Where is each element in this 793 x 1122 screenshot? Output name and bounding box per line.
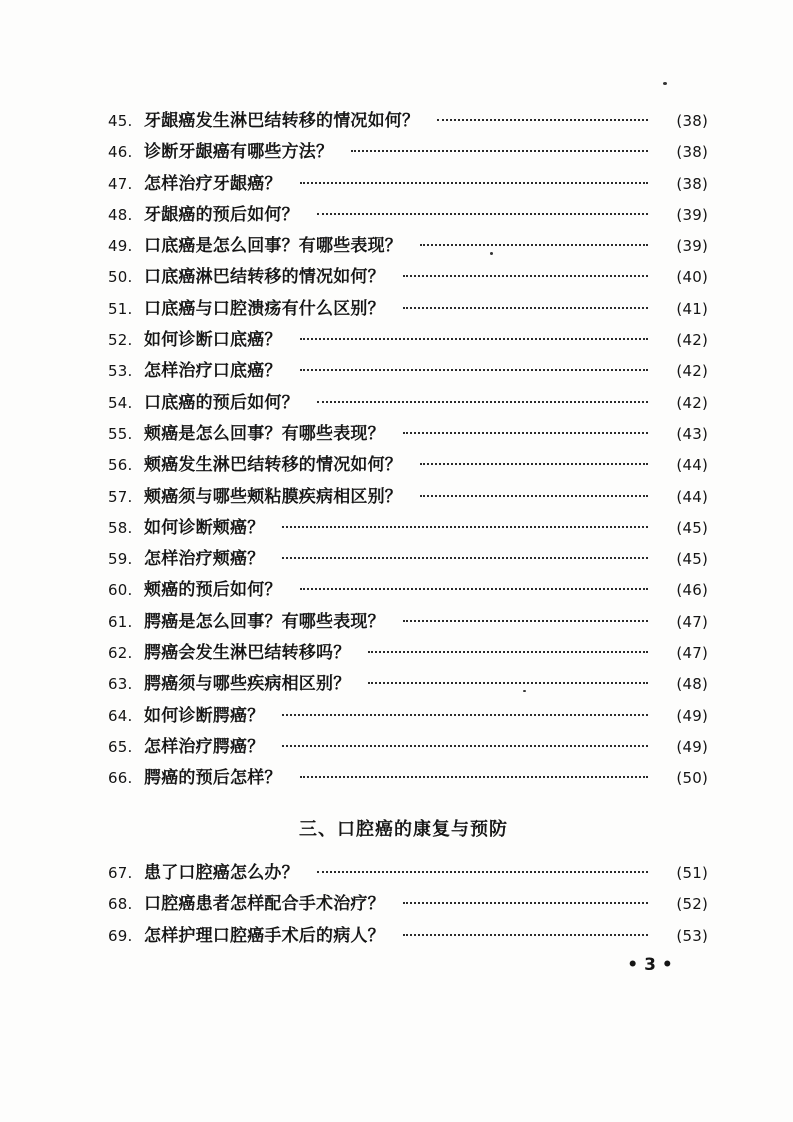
toc-entry: [108, 669, 708, 700]
dot-leader: [282, 526, 648, 528]
dot-leader: [403, 620, 648, 622]
toc-entry-number: 47.: [108, 174, 133, 193]
toc-entry-page: (42): [676, 331, 708, 350]
toc-entry-title: 腭癌须与哪些疾病相区别？: [144, 674, 351, 695]
toc-entry-title: 颊癌发生淋巴结转移的情况如何？: [144, 455, 402, 476]
toc-entry: [108, 575, 708, 606]
toc-entry-page: (52): [676, 895, 708, 914]
toc-entry: [108, 169, 708, 200]
toc-entry-title: 如何诊断腭癌？: [144, 705, 265, 726]
toc-entry-page: (46): [676, 581, 708, 600]
toc-entry-number: 67.: [108, 864, 133, 882]
dot-leader: [300, 182, 648, 184]
dot-leader: [420, 495, 648, 497]
toc-entry-page: (45): [676, 550, 708, 569]
toc-entry: [108, 482, 708, 513]
toc-entry-number: 49.: [108, 237, 133, 256]
toc-entry: [108, 231, 708, 262]
dot-leader: [403, 275, 648, 277]
toc-entry-title: 口腔癌患者怎样配合手术治疗？: [144, 894, 385, 915]
dot-leader: [317, 213, 648, 215]
toc-entry: [108, 763, 708, 794]
toc-entry-title: 口底癌与口腔溃疡有什么区别？: [144, 298, 385, 319]
toc-entry-page: (41): [676, 299, 708, 318]
toc-entry-page: (38): [676, 174, 708, 193]
dot-leader: [403, 902, 648, 904]
toc-entry-page: (39): [676, 205, 708, 224]
toc-entry-number: 63.: [108, 675, 133, 694]
toc-entry-page: (50): [676, 769, 708, 788]
dot-leader: [300, 369, 648, 371]
toc-entry-number: 62.: [108, 644, 133, 663]
toc-entry-number: 53.: [108, 362, 133, 381]
toc-entry: [108, 388, 708, 419]
toc-entry-number: 55.: [108, 424, 133, 443]
dot-leader: [282, 714, 648, 716]
toc-entry-title: 诊断牙龈癌有哪些方法？: [144, 142, 334, 163]
toc-entry-title: 腭癌的预后怎样？: [144, 768, 282, 789]
dot-leader: [403, 432, 648, 434]
toc-entry: [108, 262, 708, 293]
toc-entry: [108, 921, 708, 952]
dot-leader: [420, 244, 648, 246]
dot-leader: [300, 776, 648, 778]
toc-entry: [108, 638, 708, 669]
dot-leader: [420, 463, 648, 465]
dot-leader: [368, 682, 648, 684]
toc-entry-page: (49): [676, 706, 708, 725]
toc-entry: [108, 544, 708, 575]
dot-leader: [368, 651, 648, 653]
toc-entry: [108, 137, 708, 168]
table-of-contents: [108, 106, 708, 795]
toc-entry-title: 颊癌是怎么回事？有哪些表现？: [144, 423, 385, 444]
dot-leader: [403, 934, 648, 936]
dot-leader: [437, 119, 648, 121]
toc-entry-page: (43): [676, 424, 708, 443]
toc-entry-page: (47): [676, 612, 708, 631]
toc-entry-title: 患了口腔癌怎么办？: [144, 863, 299, 883]
dot-leader: [300, 338, 648, 340]
table-of-contents-section-3: [108, 858, 708, 952]
dot-leader: [282, 557, 648, 559]
toc-entry-number: 52.: [108, 331, 133, 350]
toc-entry-number: 56.: [108, 456, 133, 475]
toc-entry-page: (44): [676, 456, 708, 475]
toc-entry-number: 45.: [108, 112, 133, 130]
toc-entry-number: 61.: [108, 612, 133, 631]
toc-entry-number: 50.: [108, 268, 133, 287]
toc-entry-title: 牙龈癌的预后如何？: [144, 204, 299, 225]
toc-entry-number: 58.: [108, 518, 133, 537]
dot-leader: [317, 401, 648, 403]
toc-entry: [108, 450, 708, 481]
toc-entry: [108, 513, 708, 544]
toc-entry: [108, 889, 708, 920]
toc-entry-number: 59.: [108, 550, 133, 569]
page-number: • 3 •: [627, 955, 673, 975]
toc-entry: [108, 325, 708, 356]
toc-entry-title: 腭癌会发生淋巴结转移吗？: [144, 643, 351, 664]
toc-entry-title: 口底癌的预后如何？: [144, 392, 299, 413]
dot-leader: [351, 150, 648, 152]
toc-entry-title: 怎样治疗颊癌？: [144, 549, 265, 570]
toc-entry: [108, 106, 708, 137]
toc-entry: [108, 732, 708, 763]
toc-entry-title: 如何诊断颊癌？: [144, 517, 265, 538]
toc-entry-title: 如何诊断口底癌？: [144, 330, 282, 351]
toc-entry: [108, 200, 708, 231]
toc-entry-title: 怎样治疗牙龈癌？: [144, 173, 282, 194]
toc-entry-number: 46.: [108, 143, 133, 162]
toc-entry: [108, 858, 708, 889]
dot-leader: [282, 745, 648, 747]
toc-entry-title: 口底癌淋巴结转移的情况如何？: [144, 267, 385, 288]
toc-entry-page: (53): [676, 926, 708, 945]
toc-entry-number: 51.: [108, 299, 133, 318]
toc-entry-page: (38): [676, 143, 708, 162]
toc-entry-page: (42): [676, 393, 708, 412]
dot-leader: [317, 871, 648, 873]
toc-entry-number: 68.: [108, 895, 133, 914]
toc-entry-title: 口底癌是怎么回事？有哪些表现？: [144, 236, 402, 257]
toc-entry-number: 57.: [108, 487, 133, 506]
toc-entry-number: 54.: [108, 393, 133, 412]
toc-entry-number: 69.: [108, 926, 133, 945]
toc-entry-title: 颊癌的预后如何？: [144, 580, 282, 601]
toc-entry-number: 60.: [108, 581, 133, 600]
toc-entry-page: (47): [676, 644, 708, 663]
toc-entry-title: 怎样治疗口底癌？: [144, 361, 282, 382]
toc-entry-page: (42): [676, 362, 708, 381]
toc-entry-page: (39): [676, 237, 708, 256]
toc-entry-page: (45): [676, 518, 708, 537]
dot-leader: [300, 588, 648, 590]
toc-entry-title: 颊癌须与哪些颊粘膜疾病相区别？: [144, 486, 402, 507]
toc-entry-page: (38): [676, 112, 708, 130]
toc-entry: [108, 701, 708, 732]
section-heading: 三、口腔癌的康复与预防: [299, 819, 508, 840]
toc-entry-page: (48): [676, 675, 708, 694]
toc-entry-page: (51): [676, 864, 708, 882]
toc-entry-title: 怎样护理口腔癌手术后的病人？: [144, 925, 385, 946]
toc-entry: [108, 294, 708, 325]
toc-entry-title: 怎样治疗腭癌？: [144, 736, 265, 757]
dot-leader: [403, 307, 648, 309]
toc-entry: [108, 356, 708, 387]
toc-entry-number: 66.: [108, 769, 133, 788]
toc-entry-number: 64.: [108, 706, 133, 725]
toc-entry-page: (40): [676, 268, 708, 287]
toc-entry-page: (49): [676, 737, 708, 756]
toc-entry-title: 牙龈癌发生淋巴结转移的情况如何？: [144, 111, 420, 131]
toc-entry-number: 65.: [108, 737, 133, 756]
toc-entry-page: (44): [676, 487, 708, 506]
toc-entry: [108, 607, 708, 638]
print-speck: [663, 82, 667, 85]
toc-entry-number: 48.: [108, 205, 133, 224]
toc-entry-title: 腭癌是怎么回事？有哪些表现？: [144, 611, 385, 632]
toc-entry: [108, 419, 708, 450]
